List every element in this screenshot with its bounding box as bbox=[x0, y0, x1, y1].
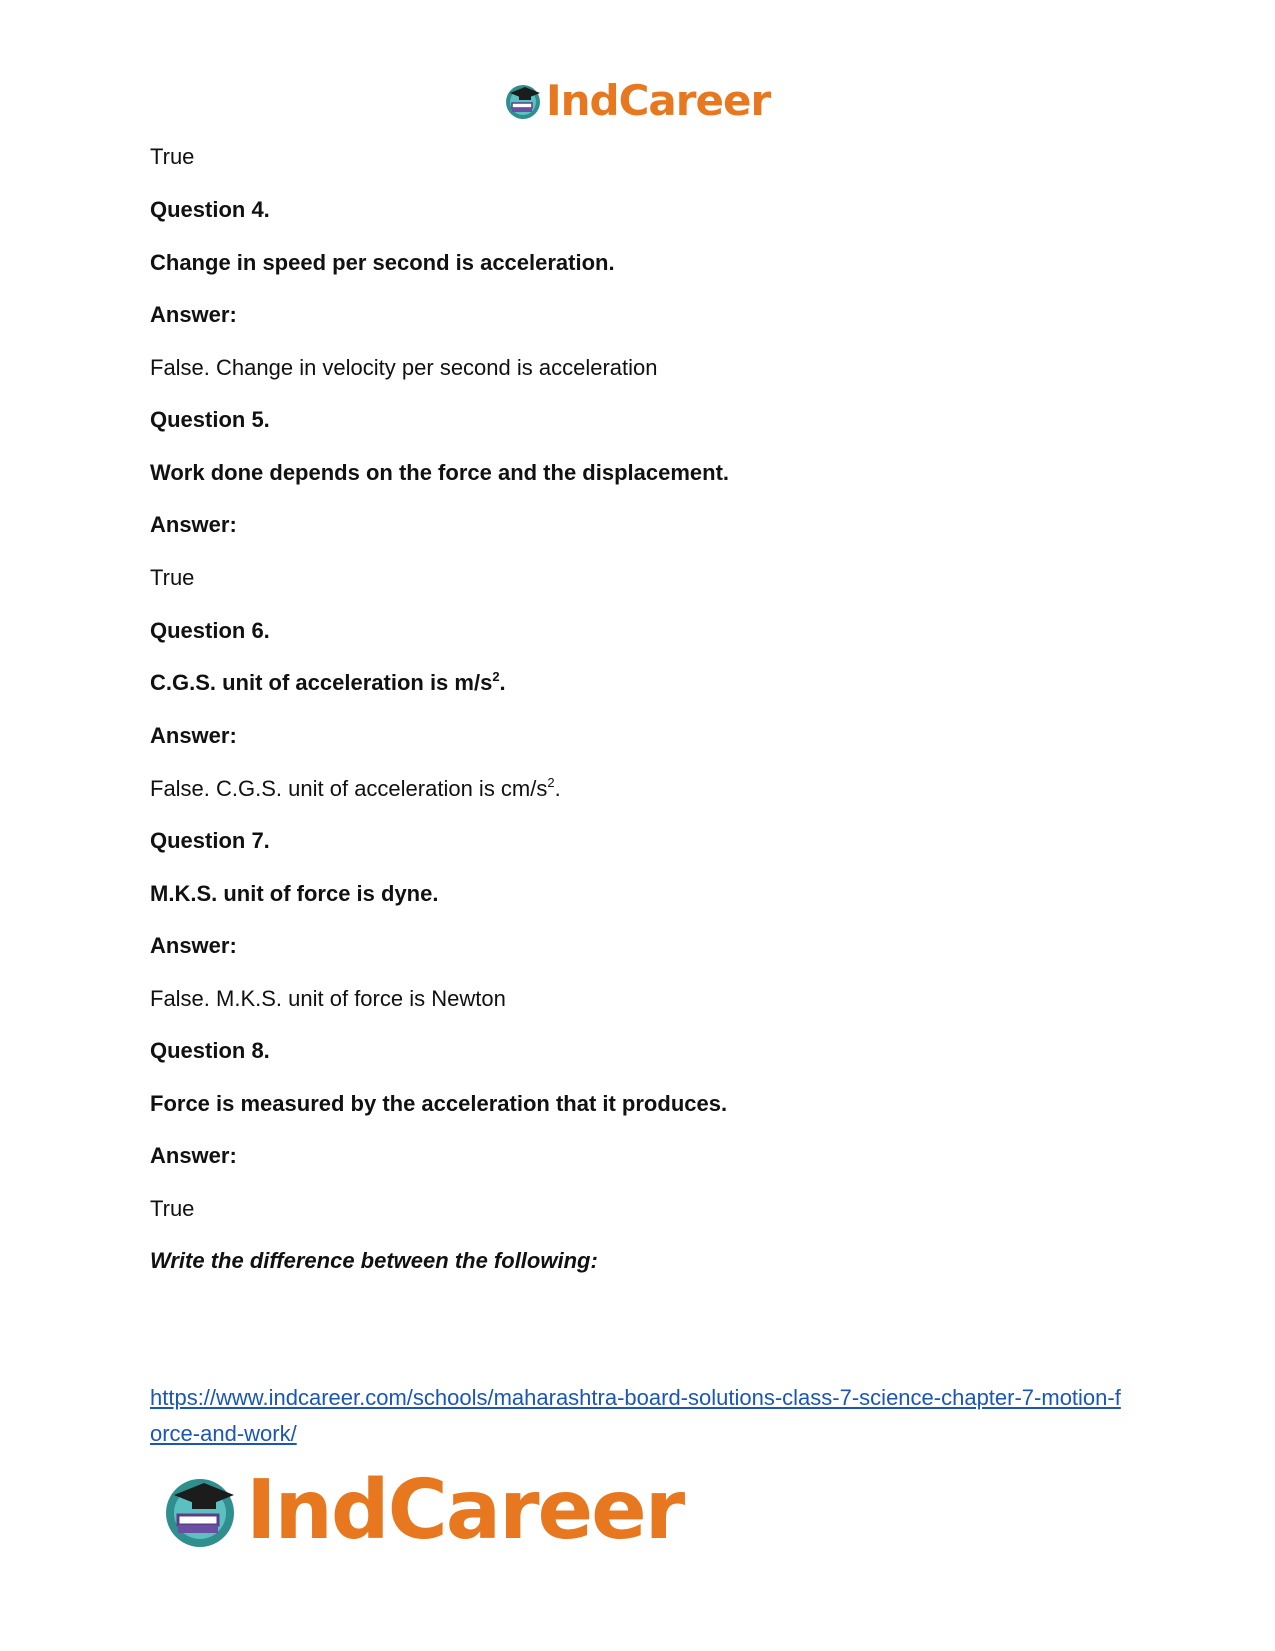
question-text: Force is measured by the acceleration that it produces. bbox=[150, 1091, 728, 1116]
answer-text: True bbox=[150, 1196, 195, 1221]
question-heading: Question 6. bbox=[150, 618, 270, 643]
graduation-book-globe-icon bbox=[160, 1471, 240, 1551]
superscript: 2 bbox=[492, 669, 500, 684]
question-heading: Question 8. bbox=[150, 1038, 270, 1063]
brand-name: IndCareer bbox=[246, 1463, 684, 1558]
answer-label: Answer: bbox=[150, 1143, 237, 1168]
question-heading: Question 7. bbox=[150, 828, 270, 853]
answer-label: Answer: bbox=[150, 723, 237, 748]
section-heading: Write the difference between the following: bbox=[150, 1248, 598, 1273]
answer-text: False. M.K.S. unit of force is Newton bbox=[150, 986, 506, 1011]
question-heading: Question 4. bbox=[150, 197, 270, 222]
header-logo bbox=[503, 76, 771, 125]
footer-logo bbox=[160, 1463, 684, 1558]
answer-text: False. Change in velocity per second is acceleration bbox=[150, 355, 658, 380]
brand-name: IndCareer bbox=[546, 76, 771, 125]
answer-text: False. C.G.S. unit of acceleration is $cm/s^2$. bbox=[150, 775, 561, 801]
graduation-book-globe-icon bbox=[503, 81, 543, 121]
source-link[interactable]: https://www.indcareer.com/schools/maharashtra-board-solutions-class-7-science-chapter-7-motion-force-and-work/ bbox=[150, 1385, 1121, 1446]
question-heading: Question 5. bbox=[150, 407, 270, 432]
question-text: C.G.S. unit of acceleration is $m/s^2$. bbox=[150, 669, 506, 695]
answer-label: Answer: bbox=[150, 512, 237, 537]
question-text: Work done depends on the force and the displacement. bbox=[150, 460, 730, 485]
answer-label: Answer: bbox=[150, 302, 237, 327]
answer-text: True bbox=[150, 565, 195, 590]
answer-text: True bbox=[150, 144, 195, 169]
superscript: 2 bbox=[547, 775, 555, 790]
question-text: Change in speed per second is acceleration. bbox=[150, 250, 615, 275]
answer-label: Answer: bbox=[150, 933, 237, 958]
question-text: M.K.S. unit of force is dyne. bbox=[150, 881, 439, 906]
